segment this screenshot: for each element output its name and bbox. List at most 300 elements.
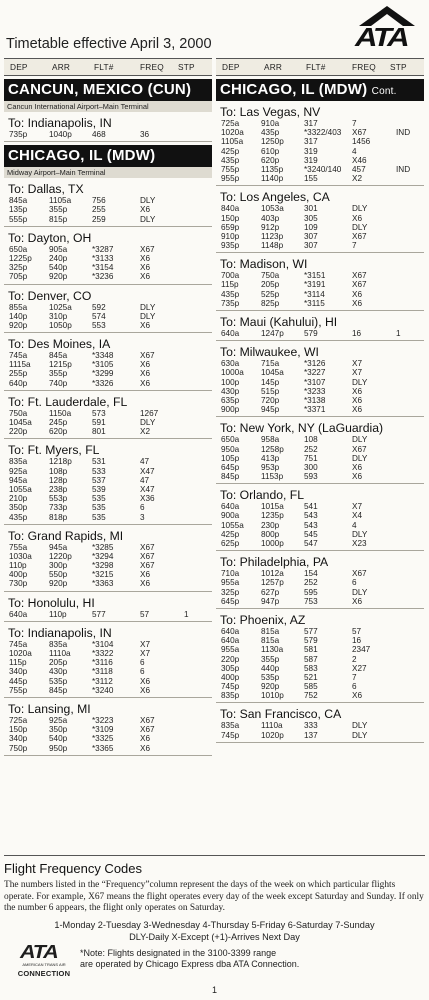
dep-time: 625p — [221, 539, 240, 548]
frequency: X7 — [140, 649, 151, 658]
flight-number: *3151 — [304, 271, 326, 281]
flight-number: 531 — [92, 457, 106, 467]
frequency: DLY — [140, 214, 156, 224]
stops: 1 — [396, 329, 401, 338]
dep-time: 955a — [221, 645, 240, 655]
flight-number: *3298 — [92, 561, 114, 571]
dep-time: 650a — [221, 435, 240, 445]
flight-row — [216, 511, 424, 520]
dep-time: 645p — [221, 596, 240, 606]
arr-time: 1235p — [261, 511, 284, 521]
flight-row — [216, 378, 424, 387]
flight-row — [216, 396, 424, 405]
frequency: DLY — [140, 302, 156, 312]
stops: 1 — [184, 609, 189, 619]
column-header-row — [216, 58, 424, 76]
column-header-stp: STP — [390, 62, 407, 72]
stops — [176, 658, 212, 667]
dep-time: 845a — [9, 196, 28, 206]
destination-title: To: New York, NY (LaGuardia) — [220, 421, 384, 436]
flight-row — [4, 263, 212, 272]
flight-number: 573 — [92, 408, 106, 418]
stops — [176, 360, 212, 369]
stops — [176, 321, 212, 330]
frequency: DLY — [352, 222, 368, 232]
arr-time: 1215p — [49, 360, 72, 370]
flight-row — [4, 513, 212, 522]
arr-time: 800p — [261, 529, 280, 539]
frequency: X6 — [140, 743, 151, 753]
stops — [388, 539, 424, 548]
arr-time: 1012a — [261, 569, 284, 579]
destination-title: To: Madison, WI — [220, 257, 308, 272]
arr-time: 1110a — [49, 649, 71, 658]
flight-row — [4, 467, 212, 476]
frequency: 6 — [140, 667, 145, 677]
frequency: X6 — [352, 289, 363, 299]
destination-title: To: Philadelphia, PA — [220, 555, 329, 570]
frequency: X6 — [140, 272, 151, 282]
arr-time: 1220p — [49, 551, 72, 561]
stops — [388, 119, 424, 128]
stops — [388, 472, 424, 481]
dep-time: 725a — [9, 715, 28, 725]
frequency: X6 — [352, 298, 363, 308]
dep-time: 640a — [221, 329, 240, 338]
destination-block — [4, 182, 212, 227]
flight-number: *3116 — [92, 658, 113, 668]
destination-block — [4, 596, 212, 622]
flight-row — [4, 561, 212, 570]
arr-time: 1250p — [261, 137, 284, 147]
arr-time: 825p — [261, 298, 280, 308]
flight-row — [216, 636, 424, 645]
destination-title: To: Dallas, TX — [8, 182, 84, 197]
frequency-codes-section — [4, 857, 425, 943]
destination-block — [216, 105, 424, 186]
flight-row — [216, 463, 424, 472]
stops — [388, 664, 424, 673]
dep-time: 659p — [221, 222, 240, 232]
days-legend-line-2: DLY-Daily X-Except (+1)-Arrives Next Day — [129, 931, 300, 942]
arr-time: 355p — [49, 369, 68, 379]
arr-time: 240p — [49, 253, 68, 263]
frequency: X67 — [352, 128, 367, 138]
dep-time: 340p — [9, 667, 28, 677]
frequency: 2 — [352, 654, 357, 664]
stops — [388, 463, 424, 472]
frequency: X6 — [140, 369, 151, 379]
flight-number: 535 — [92, 503, 106, 513]
frequency: 4 — [352, 520, 357, 530]
stops — [176, 579, 212, 588]
dep-time: 100p — [221, 377, 240, 387]
frequency-title: Flight Frequency Codes — [4, 861, 143, 876]
stops — [388, 280, 424, 289]
dep-time: 135p — [9, 205, 28, 215]
arr-time: 905a — [49, 244, 68, 254]
arr-time: 1010p — [261, 691, 284, 701]
dep-time: 750a — [9, 408, 28, 418]
frequency: X6 — [140, 685, 151, 695]
frequency: X47 — [140, 484, 155, 494]
stops — [388, 636, 424, 645]
arr-time: 413p — [261, 453, 280, 463]
flight-number: 319 — [304, 155, 318, 165]
arr-time: 145p — [261, 377, 280, 387]
destination-title: To: Ft. Myers, FL — [8, 443, 100, 458]
arr-time: 1135p — [261, 164, 284, 174]
destination-block — [216, 257, 424, 311]
arr-time: 945a — [49, 542, 68, 552]
flight-row — [4, 379, 212, 388]
flight-number: 574 — [92, 311, 106, 321]
destination-title: To: Dayton, OH — [8, 230, 92, 245]
flight-number: *3126 — [304, 359, 326, 369]
arr-time: 110p — [49, 609, 67, 619]
flight-row — [216, 588, 424, 597]
arr-time: 430p — [49, 667, 68, 677]
frequency: 6 — [352, 682, 357, 692]
flight-number: 305 — [304, 213, 318, 223]
ata-logo — [351, 6, 421, 54]
flight-row — [216, 569, 424, 578]
dep-time: 900p — [221, 405, 240, 415]
frequency: 3 — [140, 512, 145, 522]
flight-row — [216, 502, 424, 511]
flight-number: 592 — [92, 302, 106, 312]
flight-row — [4, 130, 212, 139]
flight-number: 752 — [304, 691, 318, 701]
flight-number: *3233 — [304, 386, 326, 396]
flight-row — [216, 204, 424, 213]
flight-number: 751 — [304, 453, 318, 463]
frequency: X23 — [352, 539, 367, 548]
frequency: X67 — [352, 280, 367, 290]
arr-time: 750a — [261, 271, 280, 281]
flight-number: 535 — [92, 512, 106, 522]
dep-time: 1055a — [9, 484, 32, 494]
dep-time: 955p — [221, 174, 240, 184]
dep-time: 635p — [221, 395, 240, 405]
arr-time: 1110a — [261, 721, 283, 731]
dep-time: 640p — [9, 378, 28, 388]
stops — [176, 725, 212, 734]
stops — [388, 241, 424, 250]
frequency: X36 — [140, 494, 155, 504]
flight-row — [4, 543, 212, 552]
dep-time: 325p — [9, 263, 28, 273]
flight-row — [4, 321, 212, 330]
dep-time: 115p — [9, 658, 27, 668]
stops — [388, 204, 424, 213]
flight-number: *3191 — [304, 280, 326, 290]
dep-time: 115p — [221, 280, 239, 290]
flight-number: 547 — [304, 539, 318, 548]
flight-row — [216, 290, 424, 299]
dep-time: 650a — [9, 244, 28, 254]
stops — [176, 409, 212, 418]
dep-time: 745p — [221, 730, 240, 740]
stops — [176, 369, 212, 378]
stops: IND — [396, 164, 411, 174]
stops — [176, 649, 212, 658]
flight-number: 154 — [304, 569, 318, 579]
frequency: 36 — [140, 130, 150, 139]
flight-row — [4, 409, 212, 418]
flight-number: *3118 — [92, 667, 113, 677]
flight-row — [4, 734, 212, 743]
flight-row — [4, 677, 212, 686]
dep-time: 925a — [9, 466, 28, 476]
flight-row — [4, 427, 212, 436]
dep-time: 710a — [221, 569, 240, 579]
arr-time: 550p — [49, 570, 68, 580]
destination-block — [216, 345, 424, 417]
stops — [388, 435, 424, 444]
frequency: X7 — [352, 502, 363, 512]
frequency: DLY — [140, 196, 156, 206]
note-line-2: are operated by Chicago Express dba ATA Connection. — [80, 959, 300, 969]
frequency: X4 — [352, 511, 363, 521]
destination-block — [4, 231, 212, 285]
dep-time: 705p — [9, 272, 28, 282]
arr-time: 1020p — [261, 730, 284, 740]
destination-title: To: Las Vegas, NV — [220, 105, 321, 119]
dep-time: 445p — [9, 676, 28, 686]
flight-number: 109 — [304, 222, 318, 232]
column-header-stp: STP — [178, 62, 195, 72]
flight-number: 535 — [92, 494, 106, 504]
frequency: 16 — [352, 636, 362, 646]
flight-number: 543 — [304, 511, 318, 521]
flight-number: *3112 — [92, 676, 113, 686]
flight-number: *3322/403 — [304, 128, 342, 138]
destination-block — [4, 289, 212, 334]
dep-time: 400p — [221, 672, 240, 682]
dep-time: 725a — [221, 119, 240, 128]
arr-time: 947p — [261, 596, 280, 606]
flight-number: 537 — [92, 475, 106, 485]
arr-time: 925a — [49, 715, 68, 725]
flight-number: 577 — [92, 609, 106, 619]
arr-time: 845p — [49, 685, 68, 695]
frequency: X46 — [352, 155, 367, 165]
flight-number: 587 — [304, 654, 318, 664]
frequency: DLY — [352, 529, 368, 539]
arr-time: 610p — [261, 146, 280, 156]
dep-time: 340p — [9, 734, 28, 744]
stops — [388, 223, 424, 232]
arr-time: 440p — [261, 663, 280, 673]
flight-row — [4, 360, 212, 369]
footer-logo-connection: CONNECTION — [17, 969, 71, 978]
flight-number: 753 — [304, 596, 318, 606]
city-banner-name: CHICAGO, IL (MDW) — [220, 81, 368, 98]
frequency: X7 — [140, 639, 151, 649]
flight-number: *3348 — [92, 351, 114, 361]
frequency: DLY — [352, 730, 368, 740]
dep-time: 1225p — [9, 253, 32, 263]
dep-time: 950a — [221, 444, 240, 454]
stops — [176, 245, 212, 254]
flight-row — [216, 539, 424, 548]
flight-row — [216, 435, 424, 444]
stops — [176, 205, 212, 214]
flight-number: *3365 — [92, 743, 114, 753]
stops — [388, 378, 424, 387]
stops — [388, 682, 424, 691]
arr-time: 950p — [49, 743, 68, 753]
arr-time: 953p — [261, 462, 280, 472]
flight-number: *3104 — [92, 639, 114, 649]
flight-number: 545 — [304, 529, 318, 539]
flight-row — [216, 299, 424, 308]
flight-row — [216, 454, 424, 463]
column-header-arr: ARR — [52, 62, 71, 72]
stops — [388, 368, 424, 377]
destination-block — [4, 395, 212, 440]
stops — [176, 716, 212, 725]
dep-time: 910p — [221, 231, 240, 241]
frequency: X67 — [140, 244, 155, 254]
arr-time: 620p — [49, 427, 68, 437]
stops — [388, 290, 424, 299]
frequency: X67 — [140, 551, 155, 561]
dep-time: 150p — [9, 725, 28, 735]
flight-number: *3107 — [304, 377, 326, 387]
flight-row — [4, 272, 212, 281]
stops — [388, 511, 424, 520]
arr-time: 108p — [49, 466, 68, 476]
stops — [388, 530, 424, 539]
arr-time: 553p — [49, 494, 68, 504]
stops — [176, 744, 212, 753]
arr-time: 815a — [261, 626, 280, 636]
destination-block — [4, 529, 212, 592]
frequency: 6 — [352, 578, 357, 588]
frequency: 4 — [352, 146, 357, 156]
frequency: X6 — [140, 263, 151, 273]
dep-time: 750p — [9, 743, 28, 753]
arr-time: 300p — [49, 561, 68, 571]
flight-row — [4, 725, 212, 734]
dep-time: 1105a — [221, 137, 244, 147]
frequency: 47 — [140, 475, 150, 485]
dep-time: 700a — [221, 271, 240, 281]
frequency: X2 — [352, 174, 363, 184]
column-header-dep: DEP — [222, 62, 240, 72]
dep-time: 900a — [221, 511, 240, 521]
flight-row — [4, 658, 212, 667]
flight-row — [216, 405, 424, 414]
flight-row — [216, 128, 424, 137]
stops — [176, 503, 212, 512]
stops — [388, 387, 424, 396]
destination-title: To: Lansing, MI — [8, 701, 91, 716]
stops — [176, 457, 212, 466]
dep-time: 835p — [221, 691, 240, 701]
frequency: X6 — [140, 570, 151, 580]
dep-time: 1020a — [221, 128, 244, 138]
footer-logo-text: ATA — [20, 942, 58, 962]
flight-number: *3223 — [92, 715, 114, 725]
flight-number: *3285 — [92, 542, 114, 552]
stops — [388, 731, 424, 740]
continued-label: Cont. — [371, 86, 397, 97]
stops — [388, 454, 424, 463]
flight-number: *3299 — [92, 369, 114, 379]
arr-time: 1000p — [261, 539, 284, 548]
arr-time: 238p — [49, 484, 68, 494]
ata-connection-logo — [14, 942, 74, 986]
flight-number: 585 — [304, 682, 318, 692]
note-line-1: *Note: Flights designated in the 3100-3399 range — [80, 948, 277, 958]
stops — [388, 137, 424, 146]
stops — [176, 570, 212, 579]
flight-row — [4, 418, 212, 427]
arr-time: 515p — [261, 386, 280, 396]
frequency: X6 — [140, 320, 151, 330]
arr-time: 1258p — [261, 444, 284, 454]
flight-row — [216, 597, 424, 606]
frequency: 7 — [352, 672, 357, 682]
stops — [388, 569, 424, 578]
flight-number: 252 — [304, 444, 318, 454]
stops — [388, 721, 424, 730]
flight-row — [4, 610, 212, 619]
frequency: DLY — [140, 418, 156, 427]
flight-number: 468 — [92, 130, 106, 139]
city-banner: CHICAGO, IL (MDW) — [4, 145, 212, 167]
dep-time: 640a — [221, 626, 240, 636]
frequency: X67 — [352, 271, 367, 281]
dep-time: 425p — [221, 146, 240, 156]
stops — [176, 686, 212, 695]
flight-number: 579 — [304, 329, 318, 338]
flight-row — [4, 369, 212, 378]
dep-time: 855a — [9, 302, 28, 312]
stops — [176, 467, 212, 476]
dep-time: 210p — [9, 494, 28, 504]
destination-title: To: Ft. Lauderdale, FL — [8, 394, 128, 409]
flight-row — [4, 503, 212, 512]
arr-time: 1105a — [49, 196, 72, 206]
frequency: X67 — [140, 351, 155, 361]
arr-time: 912p — [261, 222, 280, 232]
arr-time: 1140p — [261, 174, 284, 184]
frequency: 1456 — [352, 137, 371, 147]
flight-row — [4, 552, 212, 561]
flight-number: 593 — [304, 472, 318, 482]
column-header-freq: FREQ — [352, 62, 376, 72]
frequency: X6 — [352, 386, 363, 396]
frequency: X2 — [140, 427, 151, 437]
destination-block — [216, 315, 424, 341]
flight-number: *3322 — [92, 649, 114, 658]
dep-time: 555p — [9, 214, 28, 224]
dep-time: 255p — [9, 369, 28, 379]
airport-name: Cancun International Airport–Main Terminal — [4, 101, 212, 112]
arr-time: 230p — [261, 520, 280, 530]
arr-time: 540p — [49, 734, 68, 744]
dep-time: 735p — [221, 298, 240, 308]
arr-time: 1130a — [261, 645, 284, 655]
dep-time: 1045a — [9, 418, 32, 427]
dep-time: 755p — [221, 164, 240, 174]
page-header — [4, 6, 425, 56]
frequency: X67 — [352, 231, 367, 241]
